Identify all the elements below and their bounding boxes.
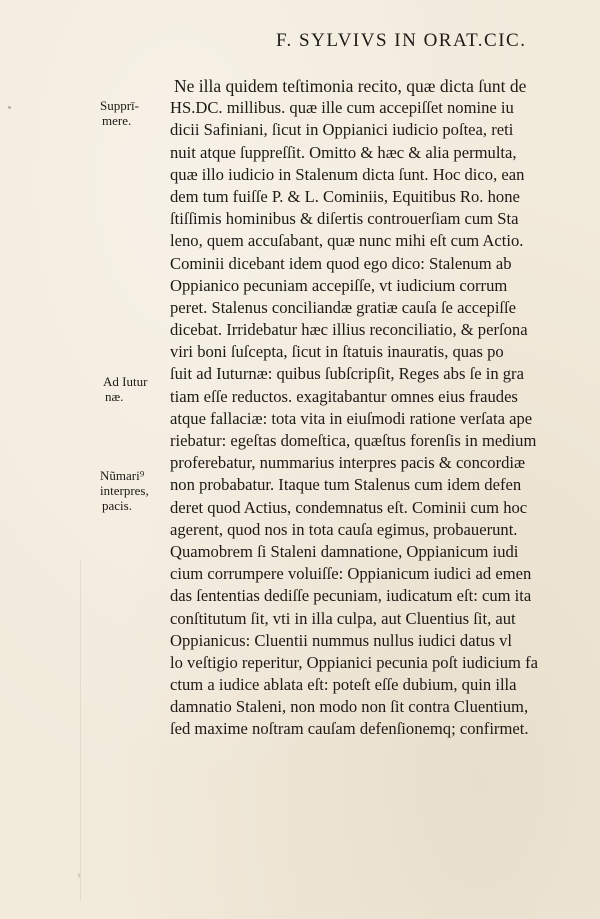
text-line: peret. Stalenus conciliandæ gratiæ cauſa ſe accepiſſe — [170, 297, 517, 317]
text-line: Oppianicus: Cluentii nummus nullus iudici datus vl — [170, 630, 513, 650]
text-line: ſtiſſimis hominibus & diſertis controuerſiam cum Sta — [170, 209, 519, 229]
text-line: agerent, quod nos in tota cauſa egimus, probauerunt. — [170, 519, 518, 539]
marginal-note-line: Ad Iutur — [103, 374, 148, 389]
text-line: tiam eſſe reductos. exagitabantur omnes eius fraudes — [170, 386, 518, 406]
text-line: deret quod Actius, condemnatus eſt. Cominii cum hoc — [170, 497, 528, 517]
text-line: Ne illa quidem teſtimonia recito, quæ dicta ſunt de — [174, 76, 527, 96]
text-line: quæ illo iudicio in Stalenum dicta ſunt. Hoc dico, ean — [170, 164, 525, 184]
text-line: damnatio Staleni, non modo non ſit contra Cluentium, — [170, 697, 529, 717]
text-line: lo veſtigio reperitur, Oppianici pecunia poſt iudicium fa — [170, 652, 538, 672]
text-line: nuit atque ſuppreſſit. Omitto & hæc & alia permulta, — [170, 142, 517, 162]
text-line: ſuit ad Iuturnæ: quibus ſubſcripſit, Reges abs ſe in gra — [170, 364, 524, 384]
text-line: ctum a iudice ablata eſt: poteſt eſſe dubium, quin illa — [170, 675, 517, 695]
marginal-note-ad-iuturnae — [103, 374, 147, 404]
marginal-note-line: næ. — [105, 389, 124, 404]
text-line: proferebatur, nummarius interpres pacis & concordiæ — [170, 453, 526, 473]
text-line: HS.DC. millibus. quæ ille cum accepiſſet nomine iu — [170, 98, 514, 118]
text-line: dicii Safiniani, ſicut in Oppianici iudicio poſtea, reti — [170, 120, 514, 140]
text-line: dem tum fuiſſe P. & L. Cominiis, Equitibus Ro. hone — [170, 186, 520, 206]
text-line: leno, quem accuſabant, quæ nunc mihi eſt cum Actio. — [170, 231, 524, 251]
text-line: atque fallaciæ: tota vita in eiuſmodi ratione verſata ape — [170, 408, 533, 428]
text-line: Cominii dicebant idem quod ego dico: Stalenum ab — [170, 253, 512, 273]
marginal-note-supprimere — [100, 98, 139, 128]
text-line: Quamobrem ſi Staleni damnatione, Oppianicum iudi — [170, 541, 519, 561]
paper-spot — [8, 106, 11, 109]
marginal-note-nummarius — [100, 468, 149, 513]
text-line: das ſententias dediſſe pecuniam, iudicatum eſt: cum ita — [170, 586, 532, 606]
text-line: Oppianico pecuniam accepiſſe, vt iudicium corrum — [170, 275, 508, 295]
text-line: conſtitutum ſit, vti in illa culpa, aut Cluentius ſit, aut — [170, 608, 516, 628]
body-text — [170, 75, 590, 741]
text-line: non probabatur. Itaque tum Stalenus cum idem defen — [170, 475, 522, 495]
marginal-note-line: Nũmari⁹ — [100, 468, 145, 483]
marginal-note-line: interpres, — [100, 483, 149, 498]
marginal-note-line: Supprī- — [100, 98, 139, 113]
text-line: ſed maxime noſtram cauſam defenſionemq; confirmet. — [170, 719, 529, 739]
text-line: riebatur: egeſtas domeſtica, quæſtus forenſis in medium — [170, 431, 537, 450]
text-line: viri boni ſuſcepta, ſicut in ſtatuis inauratis, quas po — [170, 342, 504, 362]
marginal-note-line: pacis. — [102, 498, 132, 513]
text-line: cium corrumpere voluiſſe: Oppianicum iudici ad emen — [170, 564, 532, 584]
paper-fold — [80, 560, 81, 900]
running-head: F. SYLVIVS IN ORAT.CIC. — [276, 30, 527, 51]
marginal-note-line: mere. — [102, 113, 132, 128]
text-line: dicebat. Irridebatur hæc illius reconciliatio, & perſona — [170, 320, 528, 340]
